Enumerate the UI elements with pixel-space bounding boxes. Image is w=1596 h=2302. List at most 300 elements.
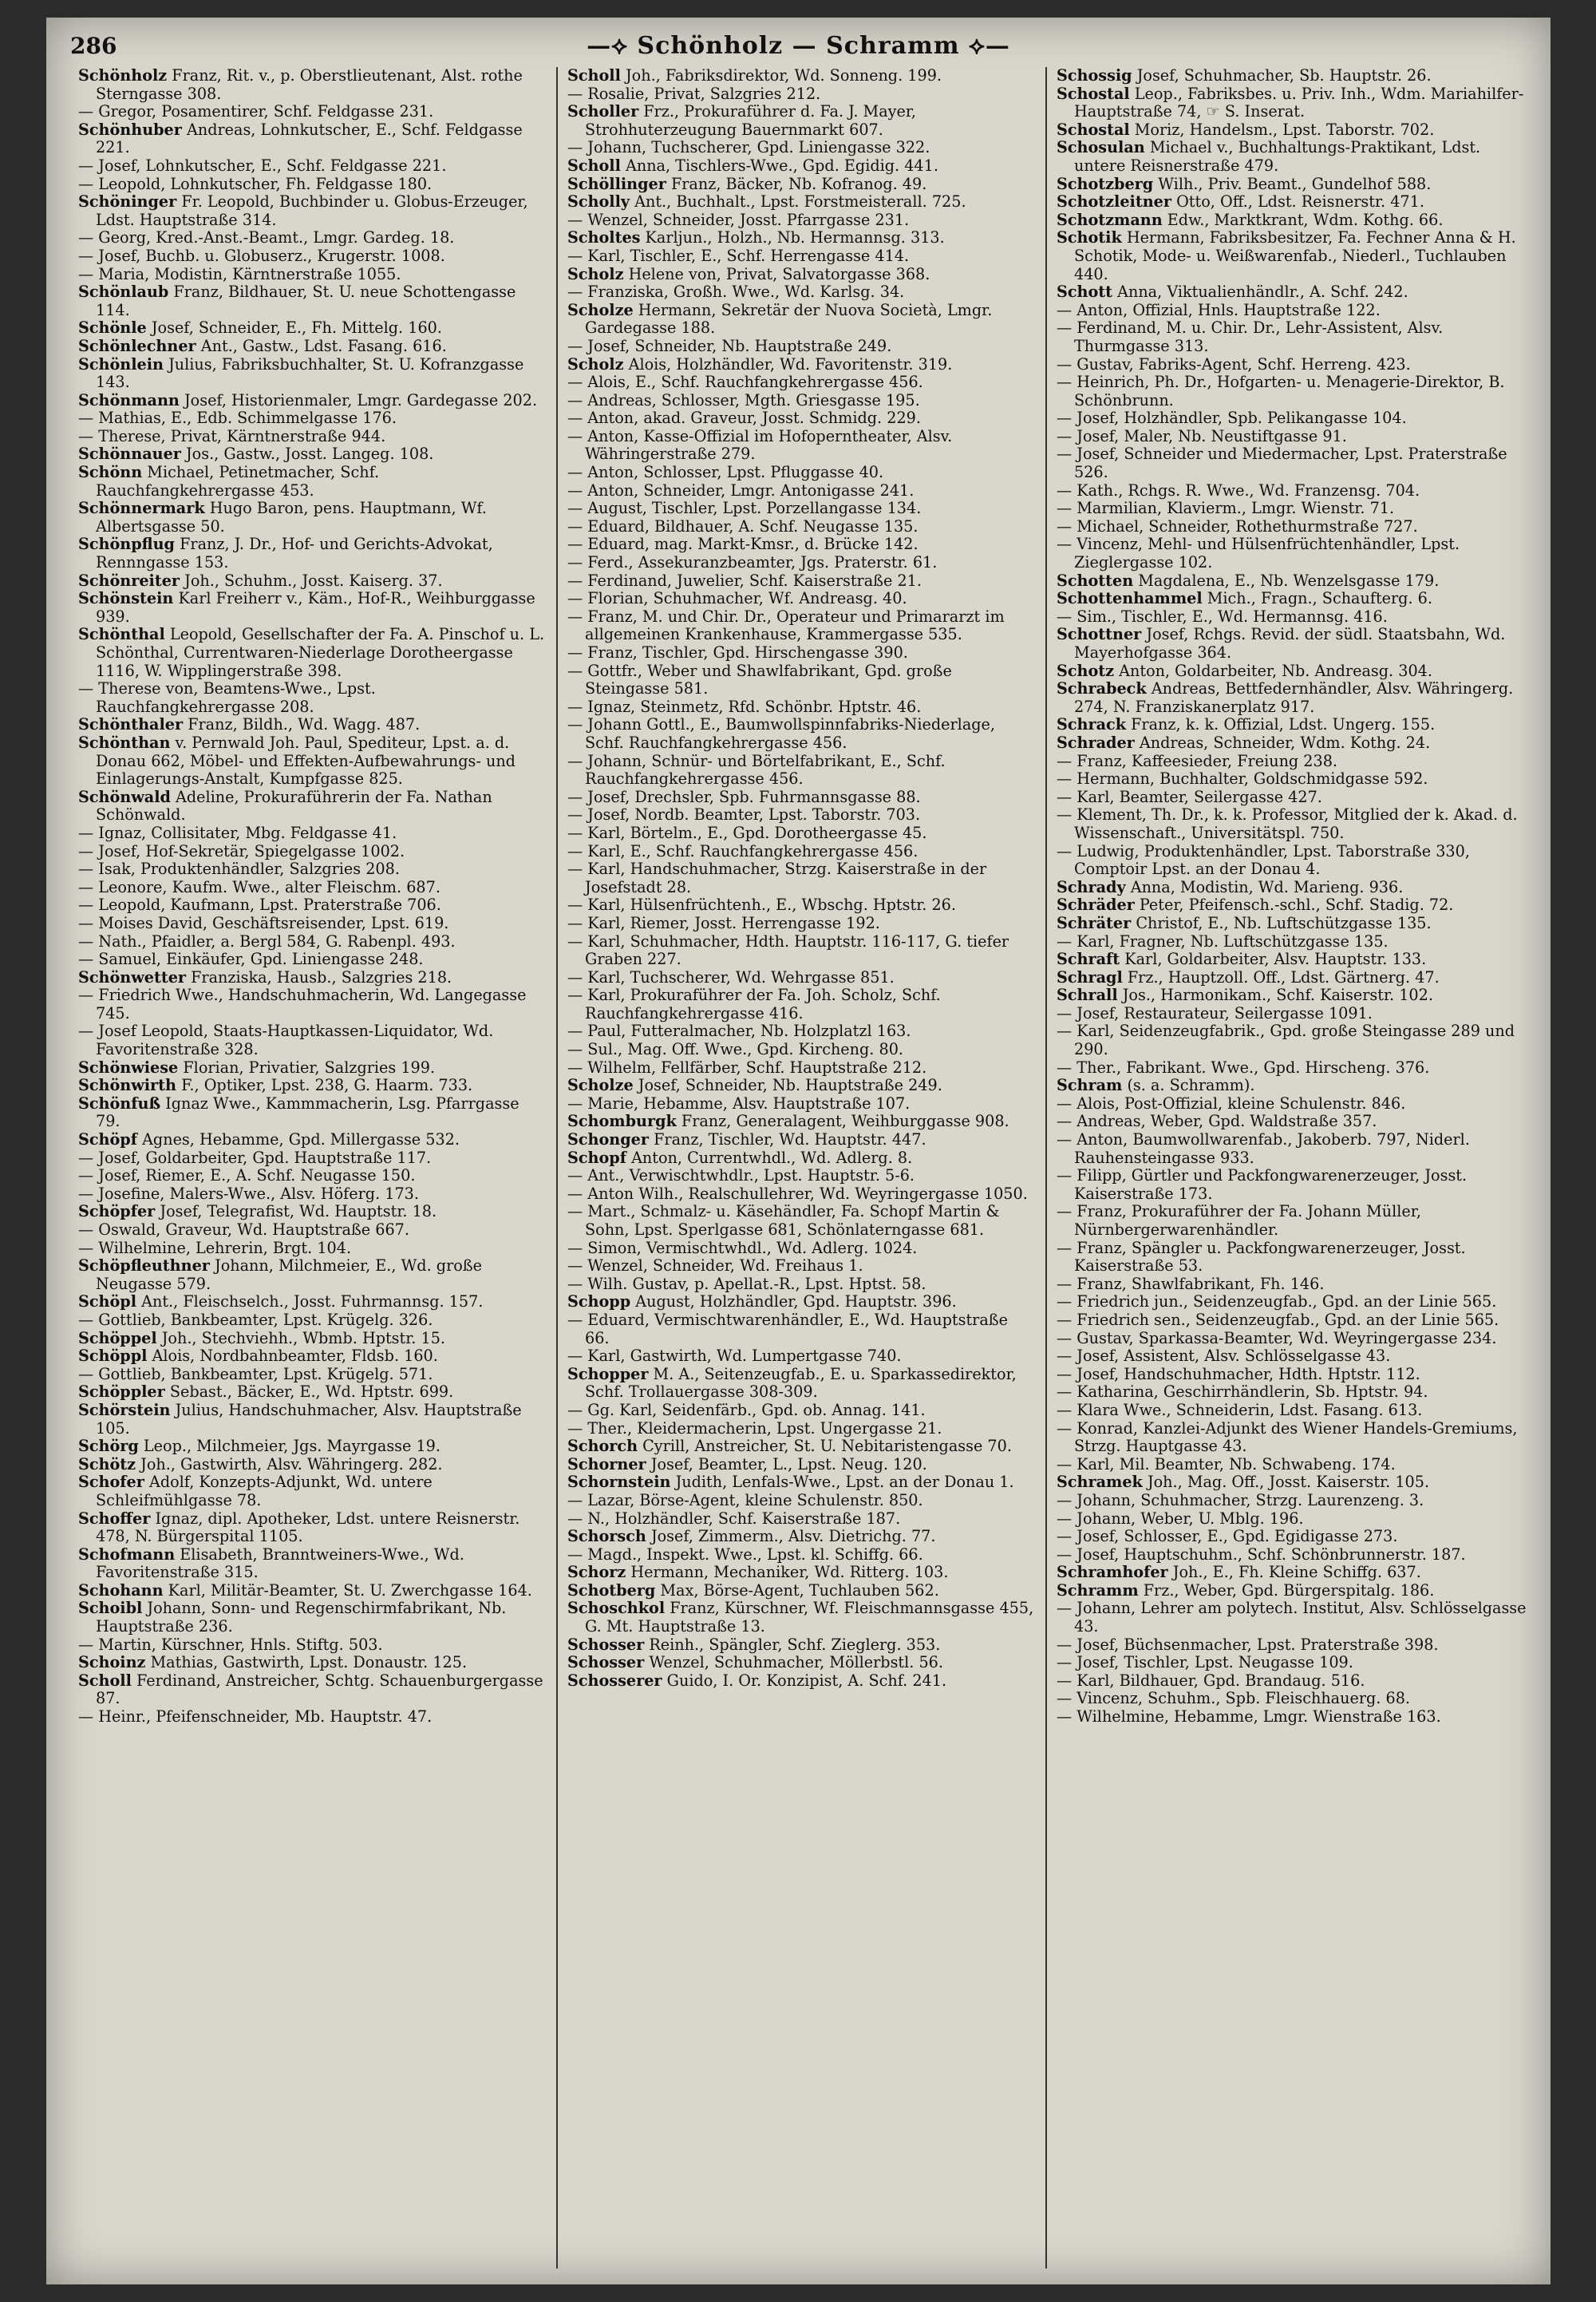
directory-entry	[1057, 374, 1527, 409]
entry-details: — Hermann, Buchhalter, Goldschmidgasse 592.	[1057, 769, 1428, 789]
directory-entry	[567, 212, 1036, 230]
entry-details: — Franz, M. und Chir. Dr., Operateur und Primararzt im allgemeinen Krankenhause, Krammergasse 535.	[567, 607, 1005, 644]
entry-details: Karl, Goldarbeiter, Alsv. Hauptstr. 133.	[1120, 950, 1427, 969]
directory-entry	[78, 193, 547, 229]
directory-entry	[78, 1077, 547, 1095]
directory-entry	[78, 1510, 547, 1546]
directory-entry	[78, 283, 547, 319]
entry-surname: Schönmann	[78, 390, 180, 409]
entry-surname: Schopper	[567, 1364, 649, 1383]
entry-details: — Josef, Tischler, Lpst. Neugasse 109.	[1057, 1653, 1353, 1672]
directory-entry	[567, 1492, 1036, 1510]
directory-entry	[78, 1347, 547, 1366]
entry-surname: Schönhuber	[78, 120, 182, 139]
directory-entry	[78, 1473, 547, 1509]
directory-entry	[78, 860, 547, 879]
directory-entry	[78, 1131, 547, 1149]
entry-details: Anna, Viktualienhändlr., A. Schf. 242.	[1112, 283, 1408, 302]
entry-details: — Konrad, Kanzlei-Adjunkt des Wiener Handels-Gremiums, Strzg. Hauptgasse 43.	[1057, 1418, 1518, 1456]
entry-details: — Anton, Offizial, Hnls. Hauptstraße 122.	[1057, 300, 1381, 319]
directory-entry	[78, 464, 547, 500]
entry-surname: Scholler	[567, 102, 639, 121]
directory-entry	[567, 843, 1036, 861]
entry-details: — Karl, Riemer, Josst. Herrengasse 192.	[567, 913, 880, 932]
entry-details: Franziska, Hausb., Salzgries 218.	[186, 967, 452, 987]
entry-details: Franz, Tischler, Wd. Hauptstr. 447.	[648, 1130, 926, 1149]
directory-entry	[1057, 1564, 1527, 1582]
entry-details: — Ther., Kleidermacherin, Lpst. Ungergasse 21.	[567, 1418, 942, 1438]
entry-surname: Schraft	[1057, 950, 1120, 969]
entry-details: — Josef, Büchsenmacher, Lpst. Praterstraße 398.	[1057, 1635, 1439, 1654]
entry-surname: Schöpf	[78, 1130, 137, 1149]
entry-details: — Heinrich, Ph. Dr., Hofgarten- u. Menagerie-Direktor, B. Schönbrunn.	[1057, 373, 1505, 409]
entry-details: — Johann, Schnür- und Börtelfabrikant, E., Schf. Rauchfangkehrergasse 456.	[567, 751, 946, 789]
directory-entry	[567, 716, 1036, 752]
entry-details: — Josef, Nordb. Beamter, Lpst. Taborstr. 703.	[567, 805, 921, 825]
directory-entry	[567, 482, 1036, 500]
entry-details: Elisabeth, Branntweiners-Wwe., Wd. Favoritenstraße 315.	[96, 1545, 464, 1582]
directory-entry	[78, 67, 547, 103]
directory-entry	[567, 1582, 1036, 1600]
directory-entry	[78, 247, 547, 266]
directory-entry	[78, 716, 547, 734]
directory-entry	[567, 1149, 1036, 1168]
entry-surname: Schorner	[567, 1454, 646, 1473]
directory-entry	[567, 1528, 1036, 1546]
entry-details: Ant., Buchhalt., Lpst. Forstmeisterall. 725.	[630, 192, 966, 212]
entry-details: Otto, Off., Ldst. Reisnerstr. 471.	[1171, 192, 1424, 212]
entry-details: Franz, Rit. v., p. Oberstlieutenant, Alst. rothe Sterngasse 308.	[96, 67, 523, 103]
entry-surname: Schohann	[78, 1580, 164, 1600]
entry-surname: Scholz	[567, 354, 624, 374]
entry-details: — Friedrich jun., Seidenzeugfab., Gpd. an der Linie 565.	[1057, 1292, 1497, 1311]
entry-surname: Schöppler	[78, 1382, 165, 1402]
directory-entry	[567, 1276, 1036, 1294]
directory-entry	[78, 409, 547, 428]
entry-details: Josef, Beamter, L., Lpst. Neug. 120.	[646, 1454, 927, 1473]
entry-details: — Florian, Schuhmacher, Wf. Andreasg. 40.	[567, 589, 907, 608]
entry-surname: Schotz	[1057, 661, 1115, 680]
directory-entry	[567, 860, 1036, 896]
entry-details: — Anton, Baumwollwarenfab., Jakoberb. 797, Niderl. Rauhensteingasse 933.	[1057, 1130, 1470, 1167]
entry-surname: Schosser	[567, 1653, 645, 1672]
entry-details: F., Optiker, Lpst. 238, G. Haarm. 733.	[176, 1076, 473, 1095]
entry-details: — Klement, Th. Dr., k. k. Professor, Mitglied der k. Akad. d. Wissenschaft., Universitätspl. 750.	[1057, 805, 1518, 842]
entry-surname: Schoffer	[78, 1509, 151, 1528]
directory-entry	[1057, 1473, 1527, 1492]
directory-entry	[1057, 933, 1527, 951]
directory-entry	[1057, 608, 1527, 627]
entry-surname: Schönthan	[78, 733, 171, 752]
entry-surname: Schräder	[1057, 896, 1135, 915]
directory-entry	[1057, 1240, 1527, 1276]
entry-details: Judith, Lenfals-Wwe., Lpst. an der Donau 1.	[670, 1473, 1014, 1492]
column-3	[1047, 67, 1536, 2268]
directory-entry	[1057, 1708, 1527, 1726]
directory-entry	[78, 1330, 547, 1348]
entry-details: — Heinr., Pfeifenschneider, Mb. Hauptstr. 47.	[78, 1707, 433, 1726]
entry-details: Karl, Militär-Beamter, St. U. Zwerchgasse 164.	[163, 1580, 532, 1600]
directory-entry	[78, 1600, 547, 1636]
entry-surname: Schoinz	[78, 1653, 146, 1672]
directory-entry	[1057, 302, 1527, 320]
directory-entry	[567, 1095, 1036, 1113]
directory-entry	[1057, 879, 1527, 897]
entry-details: v. Pernwald Joh. Paul, Spediteur, Lpst. a. d. Donau 662, Möbel- und Effekten-Aufbewahrungs- und Einlagerungs-Anstalt, Kumpfgasse 825.	[96, 733, 516, 789]
entry-details: — Andreas, Schlosser, Mgth. Griesgasse 195.	[567, 390, 920, 409]
entry-details: — Karl, Prokuraführer der Fa. Joh. Scholz, Schf. Rauchfangkehrergasse 416.	[567, 986, 941, 1022]
entry-details: Joh., Fabriksdirektor, Wd. Sonneng. 199.	[620, 67, 942, 85]
directory-entry	[1057, 1095, 1527, 1113]
entry-surname: Schotzleitner	[1057, 192, 1171, 212]
entry-details: — Josefine, Malers-Wwe., Alsv. Höferg. 173.	[78, 1184, 419, 1203]
entry-details: — Leopold, Kaufmann, Lpst. Praterstraße 706.	[78, 896, 441, 915]
entry-details: — Franz, Prokuraführer der Fa. Johann Müller, Nürnbergerwarenhändler.	[1057, 1202, 1421, 1239]
directory-entry	[78, 843, 547, 861]
entry-surname: Schostal	[1057, 84, 1130, 103]
directory-entry	[1057, 1672, 1527, 1691]
directory-entry	[1057, 518, 1527, 536]
entry-surname: Schotik	[1057, 228, 1122, 247]
entry-details: — Gottlieb, Bankbeamter, Lpst. Krügelg. 326.	[78, 1310, 433, 1329]
entry-details: Max, Börse-Agent, Tuchlauben 562.	[655, 1580, 939, 1600]
directory-entry	[567, 1167, 1036, 1185]
directory-entry	[78, 266, 547, 284]
entry-details: — Ignaz, Collisitater, Mbg. Feldgasse 41.	[78, 823, 397, 842]
entry-details: Josef, Rchgs. Revid. der südl. Staatsbahn, Wd. Mayerhofgasse 364.	[1074, 625, 1506, 662]
directory-entry	[78, 987, 547, 1022]
page-header	[70, 27, 1527, 64]
entry-details: — Karl, Handschuhmacher, Strzg. Kaiserstraße in der Josefstadt 28.	[567, 860, 987, 896]
entry-details: — Alois, Post-Offizial, kleine Schulenstr. 846.	[1057, 1094, 1406, 1113]
entry-details: Hermann, Mechaniker, Wd. Ritterg. 103.	[626, 1563, 949, 1582]
directory-entry	[1057, 139, 1527, 175]
entry-surname: Schönthal	[78, 625, 165, 644]
entry-details: Hermann, Fabriksbesitzer, Fa. Fechner Anna & H. Schotik, Mode- u. Weißwarenfab., Niederl., Tuchlauben 440.	[1074, 228, 1516, 283]
directory-entry	[78, 1059, 547, 1078]
entry-details: — Gregor, Posamentirer, Schf. Feldgasse 231.	[78, 102, 434, 121]
directory-entry	[567, 1510, 1036, 1529]
entry-surname: Schrabeck	[1057, 679, 1147, 698]
directory-entry	[567, 229, 1036, 247]
directory-entry	[1057, 1402, 1527, 1420]
directory-entry	[567, 1059, 1036, 1078]
entry-details: Ferdinand, Anstreicher, Schtg. Schauenburgergasse 87.	[96, 1671, 543, 1708]
entry-details: — Rosalie, Privat, Salzgries 212.	[567, 84, 821, 103]
entry-details: Joh., Gastwirth, Alsv. Währingerg. 282.	[136, 1454, 443, 1473]
entry-details: Florian, Privatier, Salzgries 199.	[178, 1058, 436, 1077]
entry-details: — Josef Leopold, Staats-Hauptkassen-Liquidator, Wd. Favoritenstraße 328.	[78, 1022, 494, 1059]
directory-entry	[1057, 445, 1527, 481]
entry-details: — Ludwig, Produktenhändler, Lpst. Taborstraße 330, Comptoir Lpst. an der Donau 4.	[1057, 841, 1470, 879]
entry-details: — Eduard, Vermischtwarenhändler, E., Wd. Hauptstraße 66.	[567, 1310, 1008, 1347]
entry-details: Leop., Milchmeier, Jgs. Mayrgasse 19.	[138, 1437, 440, 1456]
directory-entry	[78, 1438, 547, 1456]
entry-details: Joh., Mag. Off., Josst. Kaiserstr. 105.	[1142, 1473, 1430, 1492]
directory-entry	[1057, 915, 1527, 933]
entry-details: — Mart., Schmalz- u. Käsehändler, Fa. Schopf Martin & Sohn, Lpst. Sperlgasse 681, Schönlaterngasse 681.	[567, 1202, 1000, 1239]
entry-details: Franz, Kürschner, Wf. Fleischmannsgasse 455, G. Mt. Hauptstraße 13.	[585, 1599, 1034, 1636]
entry-details: — Anton, Schlosser, Lpst. Pfluggasse 40.	[567, 463, 884, 482]
entry-surname: Schossig	[1057, 67, 1132, 85]
entry-details: — Vincenz, Schuhm., Spb. Fleischhauerg. 68.	[1057, 1689, 1410, 1708]
entry-surname: Scholze	[567, 1076, 634, 1095]
directory-entry	[1057, 1383, 1527, 1402]
entry-details: Franz, k. k. Offizial, Ldst. Ungerg. 155.	[1126, 715, 1436, 734]
directory-entry	[1057, 680, 1527, 716]
entry-surname: Schotzmann	[1057, 210, 1163, 229]
entry-surname: Schöpl	[78, 1292, 136, 1311]
entry-details: — Gottlieb, Bankbeamter, Lpst. Krügelg. 571.	[78, 1364, 433, 1383]
entry-details: Reinh., Spängler, Schf. Zieglerg. 353.	[644, 1635, 941, 1654]
entry-surname: Schrader	[1057, 733, 1135, 752]
entry-details: — Josef, Riemer, E., A. Schf. Neugasse 150.	[78, 1166, 416, 1185]
directory-entry	[1057, 1492, 1527, 1510]
entry-details: — Gg. Karl, Seidenfärb., Gpd. ob. Annag. 141.	[567, 1400, 926, 1419]
entry-details: — Wenzel, Schneider, Josst. Pfarrgasse 231.	[567, 210, 910, 229]
entry-surname: Schram	[1057, 1076, 1123, 1095]
entry-surname: Schragl	[1057, 967, 1123, 987]
directory-entry	[1057, 969, 1527, 987]
entry-details: — Johann, Tuchscherer, Gpd. Liniengasse 322.	[567, 138, 930, 157]
directory-entry	[78, 1402, 547, 1438]
directory-entry	[78, 392, 547, 410]
entry-details: Frz., Hauptzoll. Off., Ldst. Gärtnerg. 47.	[1122, 967, 1440, 987]
entry-surname: Schramm	[1057, 1580, 1139, 1600]
entry-surname: Schramek	[1057, 1473, 1143, 1492]
entry-surname: Schosserer	[567, 1671, 662, 1690]
entry-surname: Schönnauer	[78, 445, 181, 464]
directory-entry	[567, 554, 1036, 572]
entry-surname: Schott	[1057, 283, 1113, 302]
directory-entry	[78, 1293, 547, 1311]
directory-entry	[1057, 734, 1527, 753]
entry-details: Anton, Currentwhdl., Wd. Adlerg. 8.	[626, 1148, 913, 1167]
directory-entry	[1057, 1005, 1527, 1023]
running-head: —⟡ Schönholz — Schramm ⟡—	[587, 31, 1010, 60]
directory-entry	[1057, 1347, 1527, 1366]
directory-entry	[567, 392, 1036, 410]
entry-surname: Schomburgk	[567, 1112, 677, 1131]
directory-entry	[1057, 1690, 1527, 1708]
directory-entry	[567, 193, 1036, 212]
entry-details: — Michael, Schneider, Rothethurmstraße 727.	[1057, 516, 1418, 536]
directory-entry	[567, 1420, 1036, 1438]
entry-details: — Gottfr., Weber und Shawlfabrikant, Gpd. große Steingasse 581.	[567, 661, 952, 698]
directory-entry	[78, 445, 547, 464]
directory-entry	[1057, 806, 1527, 842]
entry-details: Joh., Schuhm., Josst. Kaiserg. 37.	[180, 571, 443, 590]
entry-details: — Josef, Hauptschuhm., Schf. Schönbrunnerstr. 187.	[1057, 1545, 1466, 1564]
entry-details: — Oswald, Graveur, Wd. Hauptstraße 667.	[78, 1220, 409, 1239]
directory-entry	[567, 1546, 1036, 1564]
entry-details: Cyrill, Anstreicher, St. U. Nebitaristengasse 70.	[638, 1437, 1012, 1456]
directory-entry	[78, 338, 547, 356]
directory-entry	[567, 302, 1036, 338]
directory-entry	[78, 176, 547, 194]
entry-details: Guido, I. Or. Konzipist, A. Schf. 241.	[662, 1671, 947, 1690]
directory-entry	[567, 1185, 1036, 1204]
entry-details: — Kath., Rchgs. R. Wwe., Wd. Franzensg. 704.	[1057, 481, 1420, 500]
directory-entry	[78, 121, 547, 157]
entry-details: Ignaz, dipl. Apotheker, Ldst. untere Reisnerstr. 478, N. Bürgerspital 1105.	[96, 1509, 520, 1546]
entry-surname: Schöpfleuthner	[78, 1256, 210, 1276]
directory-entry	[1057, 1276, 1527, 1294]
entry-details: Julius, Fabriksbuchhalter, St. U. Kofranzgasse 143.	[96, 354, 524, 392]
directory-entry	[1057, 409, 1527, 428]
entry-details: — Josef, Hof-Sekretär, Spiegelgasse 1002.	[78, 841, 405, 860]
entry-details: — Friedrich sen., Seidenzeugfab., Gpd. an der Linie 565.	[1057, 1310, 1499, 1329]
directory-entry	[1057, 590, 1527, 608]
directory-entry	[1057, 1546, 1527, 1564]
entry-surname: Scholtes	[567, 228, 641, 247]
directory-entry	[1057, 1420, 1527, 1456]
directory-entry	[1057, 753, 1527, 771]
column-1	[69, 67, 558, 2268]
entry-details: — Josef, Lohnkutscher, E., Schf. Feldgasse 221.	[78, 156, 447, 175]
entry-details: — Anton, Schneider, Lmgr. Antonigasse 241.	[567, 481, 915, 500]
directory-entry	[1057, 770, 1527, 789]
directory-entry	[78, 1203, 547, 1221]
entry-surname: Schosulan	[1057, 138, 1145, 157]
entry-surname: Schottenhammel	[1057, 589, 1203, 608]
entry-details: — Johann, Schuhmacher, Strzg. Laurenzeng. 3.	[1057, 1490, 1424, 1509]
directory-entry	[1057, 1366, 1527, 1384]
directory-entry	[1057, 85, 1527, 121]
entry-details: — Leopold, Lohnkutscher, Fh. Feldgasse 180.	[78, 174, 433, 193]
entry-details: — Magd., Inspekt. Wwe., Lpst. kl. Schiffg. 66.	[567, 1545, 923, 1564]
directory-entry	[567, 1564, 1036, 1582]
entry-surname: Schöppl	[78, 1347, 148, 1366]
entry-details: Frz., Weber, Gpd. Bürgerspitalg. 186.	[1138, 1580, 1435, 1600]
directory-entry	[78, 229, 547, 247]
entry-details: — Eduard, mag. Markt-Kmsr., d. Brücke 142.	[567, 535, 918, 554]
entry-surname: Scholl	[78, 1671, 132, 1690]
entry-details: Jos., Harmonikam., Schf. Kaiserstr. 102.	[1117, 986, 1433, 1005]
directory-entry	[567, 608, 1036, 644]
entry-surname: Schöninger	[78, 192, 177, 212]
directory-entry	[78, 789, 547, 825]
directory-entry	[78, 1022, 547, 1058]
entry-details: Josef, Zimmerm., Alsv. Dietrichg. 77.	[646, 1527, 936, 1546]
entry-details: — Karl, Schuhmacher, Hdth. Hauptstr. 116-117, G. tiefer Graben 227.	[567, 931, 1009, 969]
entry-details: — Anton, Kasse-Offizial im Hofoperntheater, Alsv. Währingerstraße 279.	[567, 426, 953, 464]
directory-entry	[567, 753, 1036, 789]
directory-entry	[567, 1240, 1036, 1258]
entry-details: — Paul, Futteralmacher, Nb. Holzplatzl 163.	[567, 1022, 911, 1041]
entry-details: Michael, Petinetmacher, Schf. Rauchfangkehrergasse 453.	[96, 463, 380, 500]
directory-entry	[567, 283, 1036, 302]
entry-details: Alois, Holzhändler, Wd. Favoritenstr. 319.	[623, 354, 953, 374]
directory-entry	[567, 969, 1036, 987]
directory-entry	[78, 1185, 547, 1204]
entry-details: — Johann Gottl., E., Baumwollspinnfabriks-Niederlage, Schf. Rauchfangkehrergasse 456.	[567, 715, 995, 752]
entry-surname: Schorz	[567, 1563, 626, 1582]
entry-surname: Schönwetter	[78, 967, 187, 987]
directory-entry	[78, 1095, 547, 1131]
entry-surname: Schofer	[78, 1473, 144, 1492]
directory-entry	[567, 896, 1036, 915]
directory-entry	[567, 644, 1036, 663]
entry-details: Edw., Marktkrant, Wdm. Kothg. 66.	[1162, 210, 1444, 229]
directory-entry	[567, 85, 1036, 104]
directory-entry	[1057, 896, 1527, 915]
directory-entry	[567, 987, 1036, 1022]
directory-entry	[567, 1041, 1036, 1059]
directory-entry	[78, 626, 547, 680]
entry-details: Andreas, Bettfedernhändler, Alsv. Währingerg. 274, N. Franziskanerplatz 917.	[1074, 679, 1514, 716]
page-number: 286	[70, 32, 117, 59]
directory-entry	[1057, 1131, 1527, 1167]
entry-surname: Schönlechner	[78, 336, 196, 355]
entry-surname: Schorsch	[567, 1527, 646, 1546]
entry-details: — Johann, Weber, U. Mblg. 196.	[1057, 1509, 1304, 1528]
directory-entry	[1057, 789, 1527, 807]
entry-surname: Schönreiter	[78, 571, 180, 590]
directory-entry	[567, 789, 1036, 807]
entry-surname: Schönstein	[78, 589, 174, 608]
entry-details: — Karl, Tischler, E., Schf. Herrengasse 414.	[567, 246, 910, 265]
directory-entry	[1057, 482, 1527, 500]
entry-surname: Scholl	[567, 67, 621, 85]
directory-entry	[1057, 1510, 1527, 1529]
entry-details: Sebast., Bäcker, E., Wd. Hptstr. 699.	[164, 1382, 454, 1402]
directory-entry	[78, 1257, 547, 1293]
entry-details: — Josef, Goldarbeiter, Gpd. Hauptstraße 117.	[78, 1148, 432, 1167]
entry-details: M. A., Seitenzeugfab., E. u. Sparkassedirektor, Schf. Trollauergasse 308-309.	[585, 1364, 1017, 1402]
directory-entry	[78, 500, 547, 536]
entry-surname: Schorch	[567, 1437, 638, 1456]
entry-details: Josef, Schneider, Nb. Hauptstraße 249.	[633, 1076, 942, 1095]
entry-details: — Franz, Kaffeesieder, Freiung 238.	[1057, 751, 1338, 770]
directory-entry	[78, 1366, 547, 1384]
entry-details: Helene von, Privat, Salvatorgasse 368.	[623, 264, 930, 283]
entry-details: — Karl, Börtelm., E., Gpd. Dorotheergasse 45.	[567, 823, 927, 842]
entry-details: — August, Tischler, Lpst. Porzellangasse 134.	[567, 499, 922, 518]
entry-details: Hermann, Sekretär der Nuova Società, Lmgr. Gardegasse 188.	[585, 300, 993, 338]
directory-entry	[78, 536, 547, 572]
directory-entry	[1057, 1456, 1527, 1474]
entry-surname: Schotberg	[567, 1580, 656, 1600]
directory-entry	[78, 1654, 547, 1672]
directory-entry	[78, 1708, 547, 1726]
directory-entry	[567, 409, 1036, 428]
directory-entry	[1057, 283, 1527, 302]
directory-entry	[78, 1167, 547, 1185]
entry-surname: Schönlein	[78, 354, 164, 374]
directory-entry	[1057, 176, 1527, 194]
entry-details: — Josef, Restaurateur, Seilergasse 1091.	[1057, 1003, 1373, 1022]
entry-details: — Josef, Buchb. u. Globuserz., Krugerstr. 1008.	[78, 246, 445, 265]
entry-details: — Leonore, Kaufm. Wwe., alter Fleischm. 687.	[78, 877, 440, 896]
directory-entry	[567, 518, 1036, 536]
directory-entry	[567, 536, 1036, 554]
entry-details: — Katharina, Geschirrhändlerin, Sb. Hptstr. 94.	[1057, 1382, 1428, 1402]
entry-details: — Johann, Lehrer am polytech. Institut, Alsv. Schlösselgasse 43.	[1057, 1599, 1527, 1636]
column-2	[558, 67, 1047, 2268]
entry-details: Johann, Sonn- und Regenschirmfabrikant, Nb. Hauptstraße 236.	[96, 1599, 507, 1636]
directory-entry	[567, 266, 1036, 284]
entry-details: Ant., Fleischselch., Josst. Fuhrmannsg. 157.	[136, 1292, 484, 1311]
entry-details: Andreas, Schneider, Wdm. Kothg. 24.	[1134, 733, 1431, 752]
directory-entry	[1057, 1077, 1527, 1095]
directory-entry	[567, 1473, 1036, 1492]
directory-entry	[78, 680, 547, 716]
entry-details: — Franziska, Großh. Wwe., Wd. Karlsg. 34.	[567, 283, 905, 302]
entry-surname: Scholly	[567, 192, 630, 212]
directory-entry	[1057, 1311, 1527, 1330]
directory-entry	[567, 1257, 1036, 1276]
